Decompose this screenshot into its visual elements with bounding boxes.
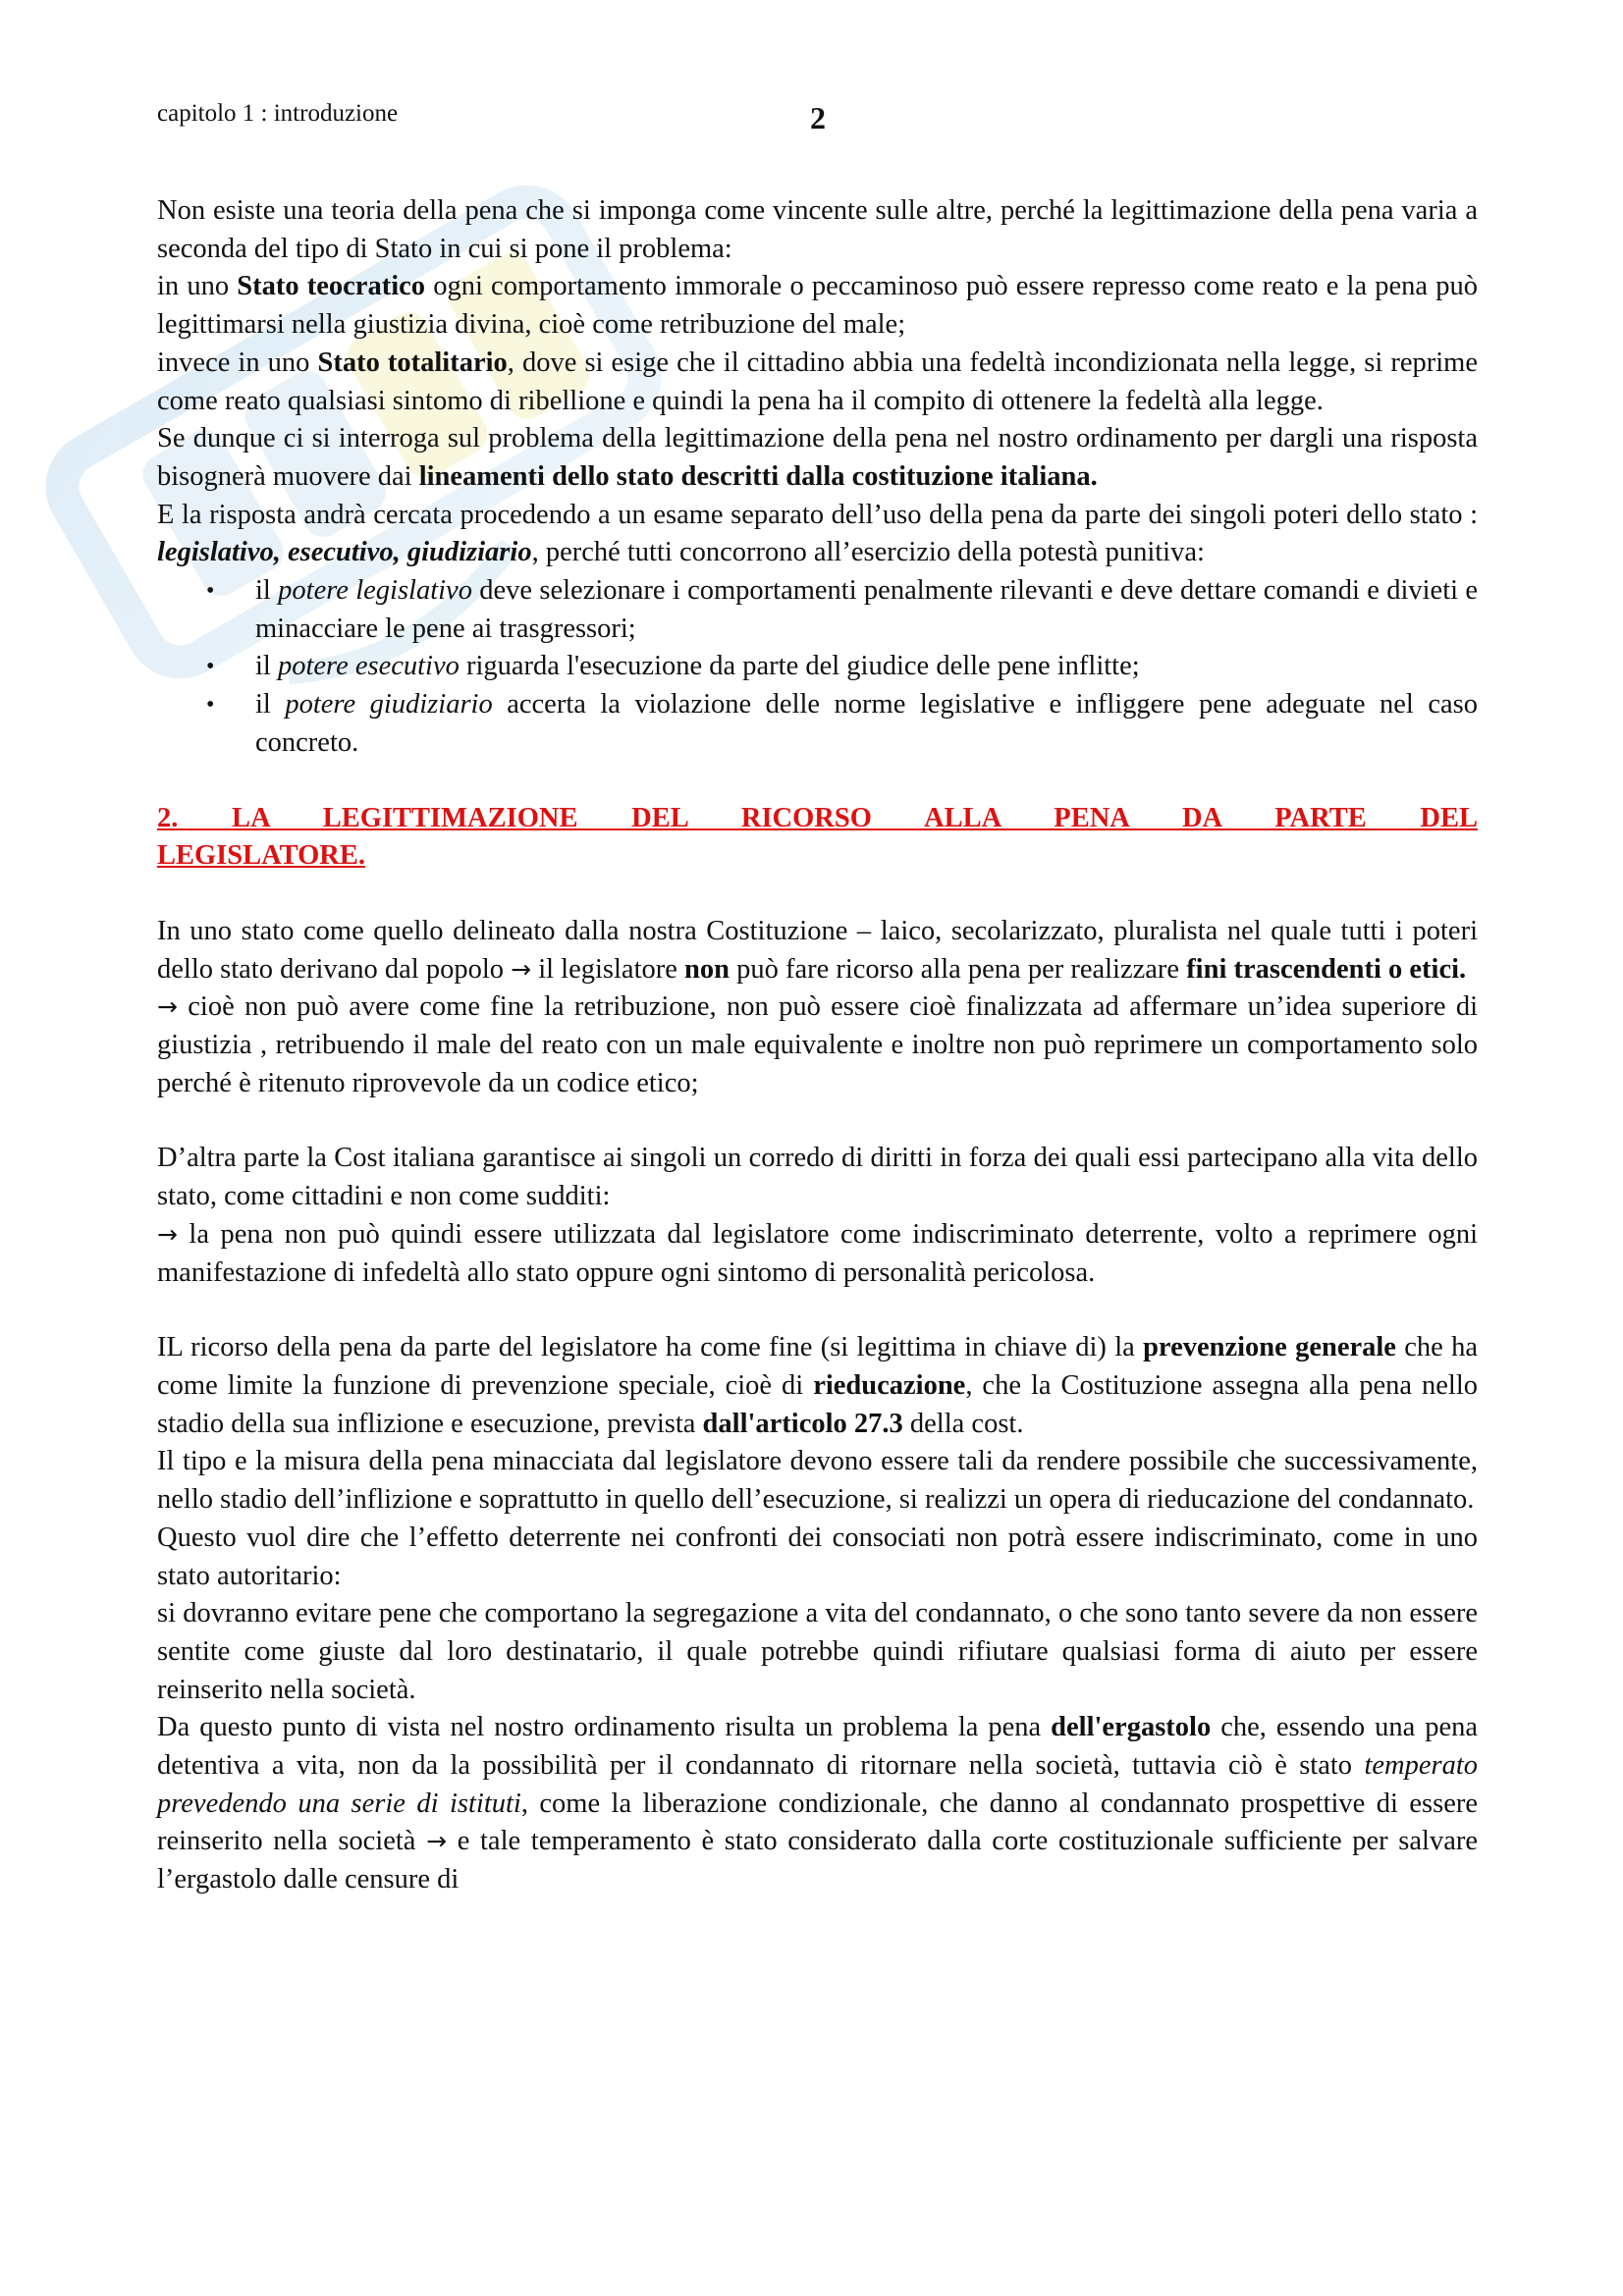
page-number: 2 — [810, 100, 826, 135]
text-span: Da questo punto di vista nel nostro ordinamento risulta un problema la pena — [157, 1712, 1052, 1743]
text-span: , che la Costituzione assegna alla pena nello stadio della sua inflizione e esecuzione, prevista — [157, 1369, 1478, 1439]
chapter-label: capitolo 1 : introduzione — [157, 100, 399, 127]
section-heading — [157, 800, 1478, 876]
italic-term: potere esecutivo — [277, 651, 460, 682]
text-span: Non esiste una teoria della pena che si imponga come vincente sulle altre, perché la legittimazione della pena varia a seconda del tipo di Stato in cui si pone il problema: — [157, 195, 1478, 264]
text-span: il — [255, 651, 278, 682]
powers-list — [157, 572, 1478, 763]
text-span: , dove si esige che il cittadino abbia una fedeltà incondizionata nella legge, si reprime come reato qualsiasi sintomo di ribellione e quindi la pena ha il compito di ottenere la fedeltà alla legge. — [157, 347, 1478, 416]
text-span: D’altra parte la Cost italiana garantisce ai singoli un corredo di diritti in forza dei quali essi partecipano alla vita dello stato, come cittadini e non come sudditi: — [157, 1143, 1478, 1212]
bold-term: prevenzione generale — [1143, 1332, 1396, 1363]
text-span: IL ricorso della pena da parte del legislatore ha come fine (si legittima in chiave di) la — [157, 1332, 1144, 1363]
text-span: che ha come limite la funzione di prevenzione speciale, cioè di — [157, 1332, 1478, 1401]
text-span: riguarda l'esecuzione da parte del giudice delle pene inflitte; — [459, 651, 1140, 682]
heading-line: LEGISLATORE. — [157, 840, 365, 872]
text-span: Il tipo e la misura della pena minacciata dal legislatore devono essere tali da rendere possibile che successivamente, nello stadio dell’inflizione e soprattutto in quello dell’esecuzione, si realizzi un opera di rieducazione del condannato. — [157, 1446, 1478, 1516]
text-span: in uno — [157, 271, 238, 302]
text-span: si dovranno evitare pene che comportano la segregazione a vita del condannato, o che sono tanto severe da non essere sentite come giuste dal loro destinatario, il quale potrebbe quindi rifiutare qualsiasi forma di aiuto per essere reinserito nella società. — [157, 1598, 1478, 1705]
bullet-icon: • — [206, 654, 215, 680]
text-span: il — [255, 689, 286, 721]
text-span: può fare ricorso alla pena per realizzare — [729, 953, 1187, 985]
list-item — [157, 648, 1478, 686]
paragraph-legislator — [157, 913, 1478, 1103]
bold-term: rieducazione — [813, 1369, 966, 1401]
bold-term: Stato totalitario — [317, 347, 508, 378]
text-span: cioè non può avere come fine la retribuzione, non può essere cioè finalizzata ad affermare un’idea superiore di giustizia , retribuendo il male del reato con un male equivalente e inoltre non può reprimere un comportamento solo perché è ritenuto riprovevole da un codice etico; — [157, 991, 1478, 1098]
text-span: e tale temperamento è stato considerato dalla corte costituzionale sufficiente per salvare l’ergastolo dalle censure di — [157, 1826, 1479, 1896]
text-span: , come la liberazione condizionale, che danno al condannato prospettive di essere reinserito nella società — [157, 1788, 1478, 1857]
arrow-right-icon: → — [157, 1219, 178, 1249]
list-item — [157, 686, 1478, 762]
bold-term: Stato teocratico — [237, 271, 426, 302]
bold-term: lineamenti dello stato descritti dalla costituzione italiana. — [418, 460, 1098, 492]
text-span: che, essendo una pena detentiva a vita, non da la possibilità per il condannato di ritornare nella società, tuttavia ciò è stato — [157, 1712, 1478, 1782]
paragraph-prevention — [157, 1329, 1478, 1899]
bullet-icon: • — [206, 578, 215, 605]
text-span: della cost. — [902, 1408, 1024, 1439]
paragraph-constitution — [157, 1140, 1478, 1292]
document-body — [157, 192, 1478, 1899]
bold-term: non — [684, 953, 730, 985]
page-header — [157, 98, 1473, 147]
arrow-right-icon: → — [157, 992, 178, 1022]
heading-line: 2. LA LEGITTIMAZIONE DEL RICORSO ALLA PENA DA PARTE DEL — [157, 802, 1478, 833]
bold-italic-term: legislativo, esecutivo, giudiziario — [157, 537, 532, 568]
text-span: ogni comportamento immorale o peccaminoso può essere represso come reato e la pena può legittimarsi nella giustizia divina, cioè come retribuzione del male; — [157, 271, 1478, 341]
bullet-icon: • — [206, 692, 215, 719]
list-item — [157, 572, 1478, 648]
italic-term: temperato prevedendo una serie di istituti — [157, 1750, 1478, 1819]
text-span: la pena non può quindi essere utilizzata dal legislatore come indiscriminato deterrente, volto a reprimere ogni manifestazione di infedeltà allo stato oppure ogni sintomo di personalità pericolosa. — [157, 1218, 1478, 1288]
text-span: , perché tutti concorrono all’esercizio della potestà punitiva: — [531, 537, 1205, 568]
arrow-right-icon: → — [426, 1827, 448, 1856]
text-span: il — [255, 575, 279, 607]
arrow-right-icon: → — [511, 954, 532, 984]
text-span: In uno stato come quello delineato dalla nostra Costituzione – laico, secolarizzato, pluralista nel quale tutti i poteri dello stato derivano dal popolo — [157, 915, 1478, 985]
text-span: invece in uno — [157, 347, 318, 378]
text-span: Questo vuol dire che l’effetto deterrente nei confronti dei consociati non potrà essere indiscriminato, come in uno stato autoritario: — [157, 1522, 1478, 1591]
text-span: deve selezionare i comportamenti penalmente rilevanti e deve dettare comandi e divieti e minacciare le pene ai trasgressori; — [255, 575, 1478, 644]
text-span: accerta la violazione delle norme legislative e infliggere pene adeguate nel caso concreto. — [255, 689, 1478, 758]
text-span: il legislatore — [531, 953, 685, 985]
italic-term: potere giudiziario — [285, 689, 493, 721]
text-span: E la risposta andrà cercata procedendo a un esame separato dell’uso della pena da parte dei singoli poteri dello stato : — [157, 499, 1478, 530]
italic-term: potere legislativo — [278, 575, 472, 607]
bold-term: dell'ergastolo — [1051, 1712, 1212, 1743]
bold-term: dall'articolo 27.3 — [702, 1408, 903, 1439]
paragraph-intro — [157, 192, 1478, 572]
bold-term: fini trascendenti o etici. — [1186, 953, 1467, 985]
text-span: Se dunque ci si interroga sul problema della legittimazione della pena nel nostro ordinamento per dargli una risposta bisognerà muovere dai — [157, 423, 1478, 492]
